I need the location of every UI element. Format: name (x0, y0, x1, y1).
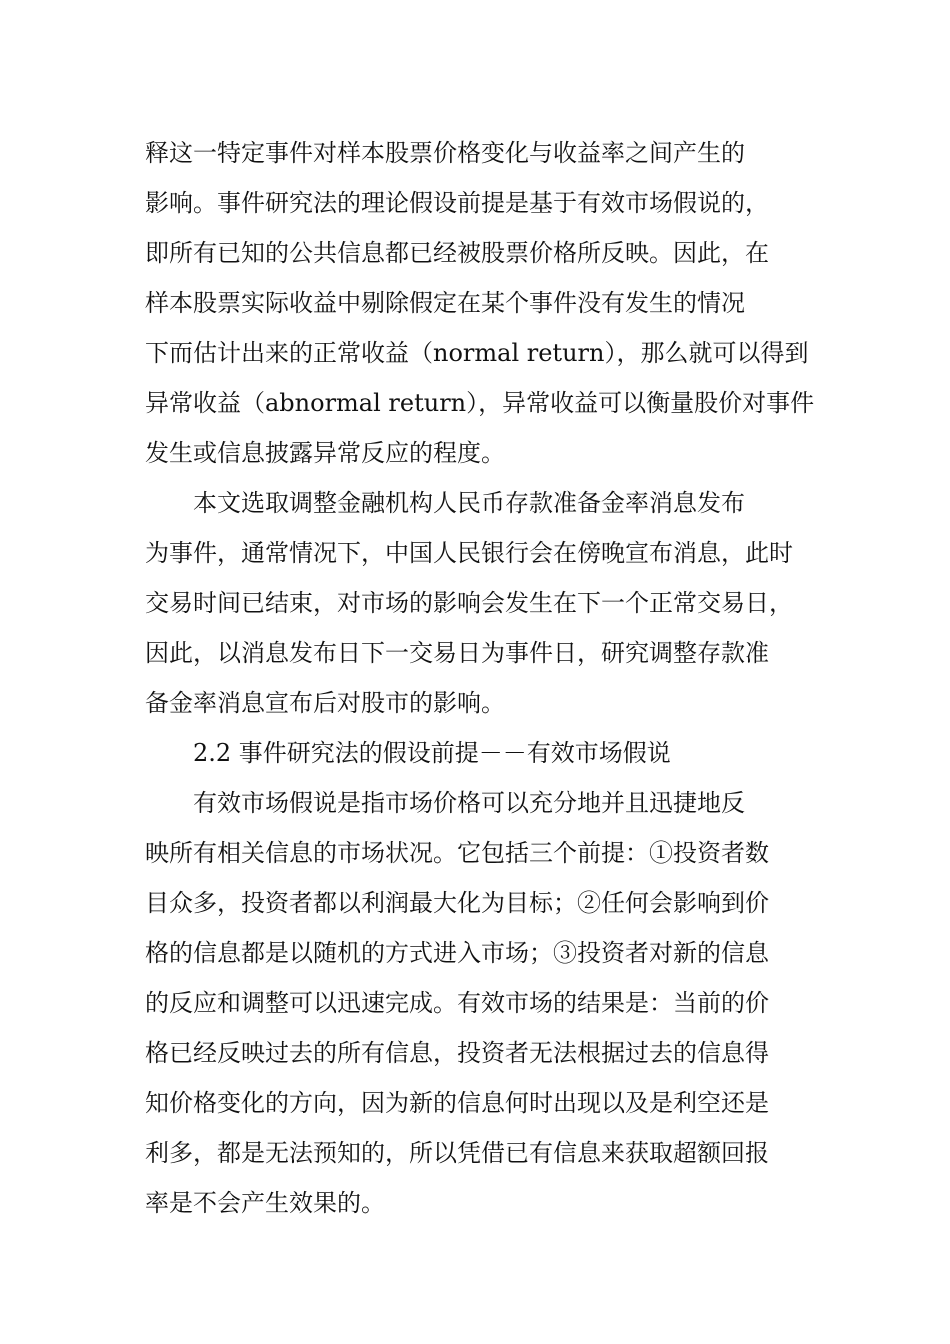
text-line: 率是不会产生效果的。 (145, 1189, 385, 1217)
text-line: 下而估计出来的正常收益（normal return），那么就可以得到 (145, 339, 809, 367)
paragraph-event-study-continued (145, 128, 825, 478)
text-line: 因此，以消息发布日下一交易日为事件日，研究调整存款准 (145, 639, 769, 667)
text-line: 知价格变化的方向，因为新的信息何时出现以及是利空还是 (145, 1089, 769, 1117)
text-line: 目众多，投资者都以利润最大化为目标；②任何会影响到价 (145, 889, 769, 917)
paragraph-efficient-market-hypothesis (145, 778, 825, 1228)
paragraph-event-selection (145, 478, 825, 728)
text-line: 影响。事件研究法的理论假设前提是基于有效市场假说的， (145, 189, 769, 217)
text-line: 的反应和调整可以迅速完成。有效市场的结果是：当前的价 (145, 989, 769, 1017)
text-line: 格的信息都是以随机的方式进入市场；③投资者对新的信息 (145, 939, 769, 967)
text-line: 即所有已知的公共信息都已经被股票价格所反映。因此，在 (145, 239, 769, 267)
section-heading-text: 2.2 事件研究法的假设前提－－有效市场假说 (193, 739, 671, 767)
text-line: 映所有相关信息的市场状况。它包括三个前提：①投资者数 (145, 839, 769, 867)
text-line: 本文选取调整金融机构人民币存款准备金率消息发布 (193, 489, 745, 517)
text-line: 备金率消息宣布后对股市的影响。 (145, 689, 505, 717)
text-line: 利多，都是无法预知的，所以凭借已有信息来获取超额回报 (145, 1139, 769, 1167)
text-line: 释这一特定事件对样本股票价格变化与收益率之间产生的 (145, 139, 745, 167)
section-heading (145, 728, 825, 778)
text-line: 有效市场假说是指市场价格可以充分地并且迅捷地反 (193, 789, 745, 817)
text-line: 为事件，通常情况下，中国人民银行会在傍晚宣布消息，此时 (145, 539, 793, 567)
document-body (145, 128, 825, 1228)
text-line: 发生或信息披露异常反应的程度。 (145, 439, 505, 467)
text-line: 交易时间已结束，对市场的影响会发生在下一个正常交易日， (145, 589, 793, 617)
text-line: 格已经反映过去的所有信息，投资者无法根据过去的信息得 (145, 1039, 769, 1067)
text-line: 样本股票实际收益中剔除假定在某个事件没有发生的情况 (145, 289, 745, 317)
text-line: 异常收益（abnormal return），异常收益可以衡量股价对事件 (145, 389, 815, 417)
